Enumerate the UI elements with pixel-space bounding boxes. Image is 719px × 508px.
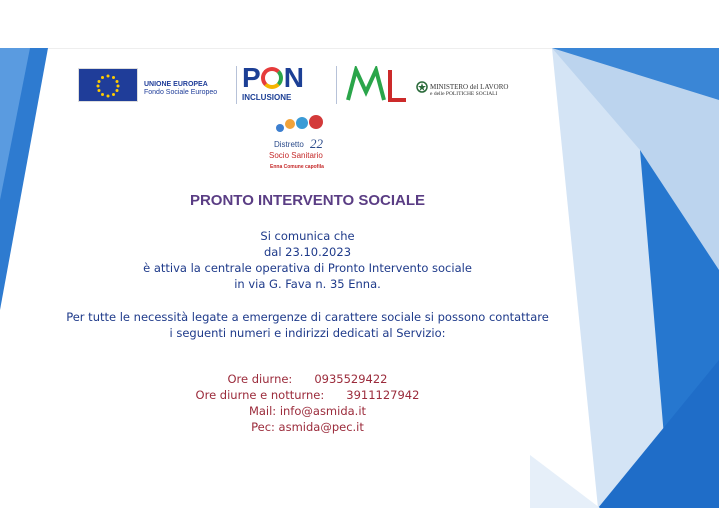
distretto-dots-icon xyxy=(274,114,334,134)
announcement xyxy=(0,228,615,292)
logo-bar xyxy=(78,62,538,104)
announcement-line2: dal 23.10.2023 xyxy=(263,245,352,259)
eu-label xyxy=(144,81,217,97)
contact-day-label: Ore diurne: xyxy=(227,372,293,386)
ministry-ml-logo xyxy=(346,66,416,102)
ministry-label-line1: MINISTERO del LAVORO xyxy=(430,83,509,91)
eu-label-line2: Fondo Sociale Europeo xyxy=(144,89,218,96)
contact-mail[interactable]: Mail: info@asmida.it xyxy=(248,404,367,418)
distretto-line3: Enna Comune capofila xyxy=(270,164,324,170)
page-title: PRONTO INTERVENTO SOCIALE xyxy=(189,192,426,209)
contact-pec[interactable]: Pec: asmida@pec.it xyxy=(251,420,364,434)
contacts-intro-line1: Per tutte le necessità legate a emergenze di carattere sociale si possono contattare xyxy=(66,310,549,324)
pon-o-icon xyxy=(261,67,283,89)
bottom-sliver xyxy=(530,455,600,508)
pon-subtitle: INCLUSIONE xyxy=(242,93,292,102)
logo-divider xyxy=(336,66,337,104)
distretto-line1: Distretto xyxy=(274,140,304,149)
pon-wordmark: P N xyxy=(242,62,303,93)
distretto-line2: Socio Sanitario xyxy=(269,151,323,160)
contact-night-label: Ore diurne e notturne: xyxy=(195,388,325,402)
distretto-number: 22 xyxy=(310,136,323,151)
announcement-line4: in via G. Fava n. 35 Enna. xyxy=(234,277,381,291)
contacts-list xyxy=(0,371,615,435)
eu-flag-icon xyxy=(78,68,138,102)
contact-day-number[interactable]: 0935529422 xyxy=(314,372,388,386)
distretto-logo xyxy=(264,114,354,180)
contact-night-number[interactable]: 3911127942 xyxy=(346,388,420,402)
contacts-intro xyxy=(0,309,615,341)
eu-label-line1: UNIONE EUROPEA xyxy=(144,81,208,88)
announcement-line3: è attiva la centrale operativa di Pronto Intervento sociale xyxy=(143,261,472,275)
contacts-intro-line2: i seguenti numeri e indirizzi dedicati al Servizio: xyxy=(169,326,446,340)
ministry-label-line2: e delle POLITICHE SOCIALI xyxy=(430,91,498,97)
ministry-label xyxy=(430,84,508,98)
contact-day xyxy=(0,371,615,387)
announcement-line1: Si comunica che xyxy=(260,229,355,243)
contact-night xyxy=(0,387,615,403)
logo-divider xyxy=(236,66,237,104)
pon-logo xyxy=(242,64,303,102)
italy-emblem-icon xyxy=(416,80,428,94)
